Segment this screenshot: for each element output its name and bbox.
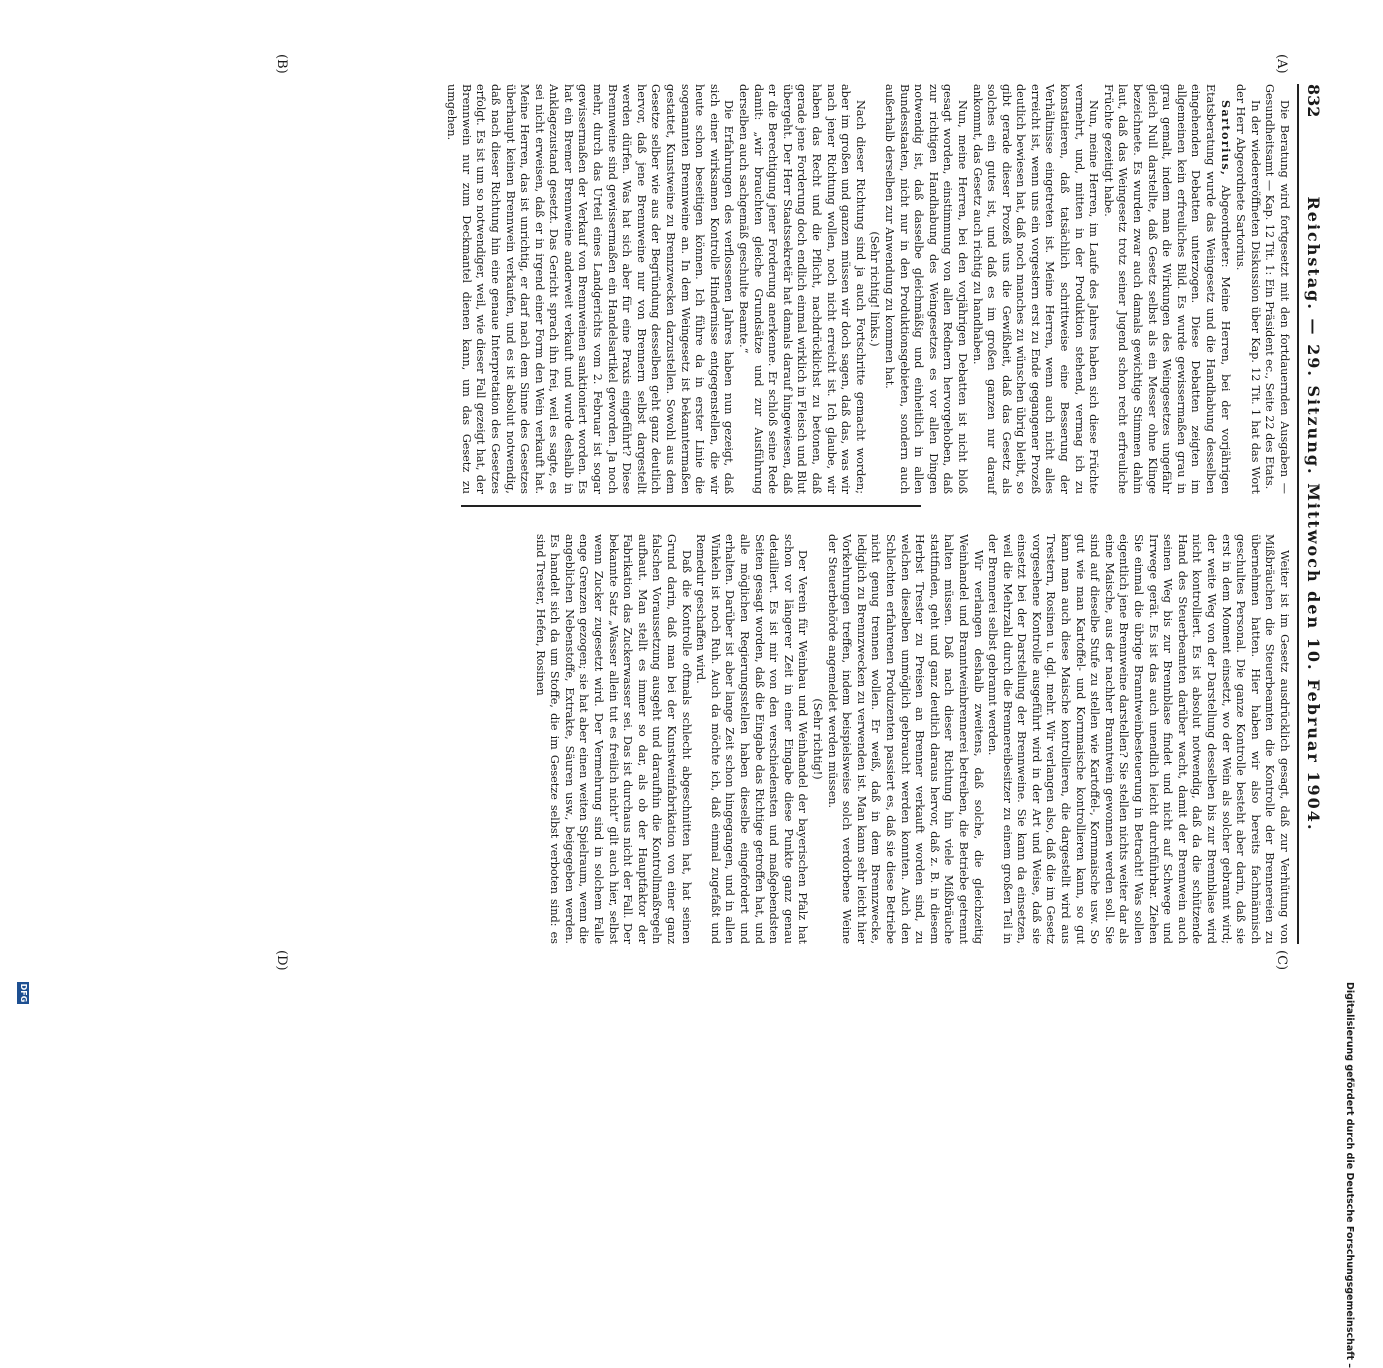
paragraph xyxy=(1262,84,1291,494)
paragraph xyxy=(985,534,1291,944)
margin-mark-a: (A) xyxy=(1274,54,1289,74)
credit-text: Digitalisierung gefördert durch die Deutsche Forschungsgemeinschaft – xyxy=(1344,982,1355,1368)
paragraph xyxy=(1233,84,1262,494)
paragraph xyxy=(809,534,824,944)
page-header xyxy=(1297,84,1325,944)
paragraph-text: Die Erfahrungen des verflossenen Jahres haben nun gezeigt, daß sich einer wirksamen Kontrolle Hindernisse entgegenstellen, die wir heute schon beseitigen können. Ich führe da in erster Linie die sogenannten Brennweine an. In dem Weingesetz ist bekanntermaßen gestattet, Kunstweine zu Brennzwecken darzustellen. Sowohl aus dem Gesetze selber wie aus der Begründung desselben geht ganz deutlich hervor, daß jene Brennweine nur von Brennern selbst dargestellt werden dürfen. Was hat sich aber für eine Praxis eingeführt? Diese Brennweine sind gewissermaßen ein Handelsartikel geworden. Ja noch mehr, durch das Urteil eines Landgerichts vom 2. Februar ist sogar gewissermaßen der Verkauf von Brennweinen sanktioniert worden. Es hat ein Bremer Brennweine anderweit verkauft und wurde deshalb in Anklagezustand gesetzt. Das Gericht sprach ihn frei, weil es sagte, es sei nicht erweisen, daß er in irgend einer Form den Wein verkauft hat. Meine Herren, das ist unrichtig, er darf nach dem Sinne des Gesetzes überhaupt keinen Brennwein verkaufen, und es ist absolut notwendig, daß nach dieser Richtung hin eine genaue Interpretation des Gesetzes erfolgt. Es ist um so notwendiger, weil, wie dieser Fall gezeigt hat, der Brennwein nur zum Deckmantel dienen kann, um das Gesetz zu umgehen. xyxy=(445,84,736,494)
paragraph xyxy=(881,84,969,494)
paragraph-text: Daß die Kontrolle oftmals schlecht abgeschnitten hat, hat seinen Grund darin, daß man bei der Kunstweinfabrikation von einer ganz falschen Voraussetzung ausgeht und daraufhin die Kontrollmaßregeln aufbaut. Man stellt es immer so dar, als ob der Hauptfaktor der Fabrikation das Zuckerwasser sei. Das ist durchaus nicht der Fall. Der bekannte Satz „Wasser allein tut es freilich nicht“ gilt auch hier, selbst wenn Zucker zugesetzt wird. Der Vermehrung sind in solchem Falle enge Grenzen gezogen; sie hat aber einen weiten Spielraum, wenn die angeblichen Nebenstoffe, Extrakte, Säuren usw., beigegeben werden. Es handelt sich da um Stoffe, die im Gesetze selbst verboten sind: es sind Trester, Hefen, Rosinen xyxy=(533,534,693,944)
paragraph xyxy=(1100,84,1232,494)
paragraph xyxy=(693,534,810,944)
paragraph-text: Wir verlangen deshalb zweitens, daß solche, die gleichzeitig Weinhandel und Branntweinbrennerei betreiben, die Betriebe getrennt halten müssen. Daß nach dieser Richtung hin viele Mißbräuche stattfinden, geht und ganz deutlich daraus hervor, daß z. B. in diesem Herbst Trester zu Preisen an Brenner verkauft worden sind, zu welchen dieselben unmöglich gebraucht werden konnten. Auch den Schlechten erfahrenen Produzenten passiert es, daß sie diese Betriebe nicht genug trennen wollen. Er weiß, daß in dem Brennzwecke, lediglich zu Brennzwecken zu verwenden ist. Man kann sehr leicht hier Vorkehrungen treffen, indem beispielsweise solch verdorbene Weine der Steuerbehörde angemeldet werden müssen. xyxy=(825,534,985,944)
margin-mark-d: (D) xyxy=(274,950,289,971)
paragraph xyxy=(735,84,866,494)
paragraph xyxy=(532,534,693,944)
paragraph xyxy=(867,84,882,494)
paragraph xyxy=(969,84,1100,494)
column-divider xyxy=(461,505,921,507)
paragraph xyxy=(444,84,736,494)
margin-mark-b: (B) xyxy=(274,54,289,74)
margin-mark-c: (C) xyxy=(1274,950,1289,971)
dfg-logo: DFG xyxy=(19,983,28,1003)
left-text-column xyxy=(444,84,1291,494)
paragraph-text: Abgeordneter: Meine Herren, bei der vorjährigen Etatsberatung wurde das Weingesetz und die Handhabung desselben eingehenden Debatten unterzogen. Diese Debatten zeigten im allgemeinen kein erfreuliches Bild. Es wurde gewissermaßen grau in grau gemalt, indem man die Wirkungen des Weingesetzes ungefähr gleich Null darstellte, daß Gesetz selbst als ein Messer ohne Klinge bezeichnete. Es wurden zwar auch damals gewichtige Stimmen dahin laut, daß das Weingesetz trotz seiner Jugend schon recht erfreuliche Früchte gezeitigt habe. xyxy=(1101,84,1232,494)
paragraph-text: (Sehr richtig! links.) xyxy=(868,231,882,347)
paragraph-text: Nach dieser Richtung sind ja auch Fortschritte gemacht worden; aber im großen und ganzen müssen wir doch sagen, daß das, was wir nach jener Richtung wollen, noch nicht erreicht ist. Ich glaube, wir haben das Recht und die Pflicht, nachdrücklichst zu betonen, daß gerade jene Forderung doch endlich einmal wirklich in Fleisch und Blut übergeht. Der Herr Staatssekretär hat damals darauf hingewiesen, daß er die Berechtigung jener Forderung anerkenne. Er schloß seine Rede damit: „wir brauchten gleiche Grundsätze und zur Ausführung derselben auch sachgemäß geschulte Beamte.“ xyxy=(737,84,867,494)
page-number: 832 xyxy=(1304,84,1323,118)
paragraph-text: Der Verein für Weinbau und Weinhandel der bayerischen Pfalz hat schon vor längerer Zeit in einer Eingabe diese Punkte ganz genau detailliert. Es ist mir von den verschiedensten und maßgebendsten Seiten gesagt worden, daß die Eingabe das Richtige getroffen hat, und alle möglichen Regierungsstellen haben dieselbe eingefordert und erhalten. Darüber ist aber lange Zeit schon hingegangen, und in allen Winkeln ist noch Ruh. Auch da möchte ich, daß einmal zugefaßt und Remedur geschaffen wird. xyxy=(694,534,810,944)
paragraph-text: Nun, meine Herren, bei den vorjährigen Debatten ist nicht bloß gesagt worden, einstimmung von allen Rednern hervorgehoben, daß zur richtigen Handhabung des Weingesetzes es vor allen Dingen notwendig ist, daß dasselbe gleichmäßig und einheitlich in allen Bundesstaaten, nicht nur in den Produktionsgebieten, sondern auch außerhalb derselben zur Anwendung zu kommen hat. xyxy=(882,84,969,494)
paragraph-text: Nun, meine Herren, im Laufe des Jahres haben sich diese Früchte vermehrt, und, mitten in der Produktion stehend, vermag ich zu konstatieren, daß tatsächlich schrittweise eine Besserung der Verhältnisse eingetreten ist. Meine Herren, wenn auch nicht alles erreicht ist, wenn uns ein vorgestern erst zu Ende gegangener Prozeß deutlich bewiesen hat, daß noch manches zu wünschen übrig bleibt, so gibt gerade dieser Prozeß uns die Gewißheit, daß das Gesetz als solches ein gutes ist, und daß es im großen ganzen nur darauf ankommt, das Gesetz auch richtig zu handhaben. xyxy=(970,84,1101,494)
paragraph-text: Die Beratung wird fortgesetzt mit den fortdauernden Ausgaben — Gesundheitsamt — Kap. 12 Tit. 1: Ein Präsident ec., Seite 22 des Etats. xyxy=(1263,84,1291,494)
speaker-name: Sartorius, xyxy=(1218,100,1233,177)
page-title: Reichstag. — 29. Sitzung. Mittwoch den 10. Februar 1904. xyxy=(1304,196,1323,832)
right-text-column xyxy=(532,534,1291,944)
digitization-credit xyxy=(1344,982,1355,1368)
paragraph xyxy=(824,534,985,944)
paragraph-text: Weiter ist im Gesetz ausdrücklich gesagt, daß zur Verhütung von Mißbräuchen die Steuerbeamten die Kontrolle der Brennereien zu übernehmen hatten. Hier haben wir also bereits fachmännisch geschultes Personal. Die ganze Kontrolle besteht aber darin, daß sie erst in dem Moment einsetzt, wo der Wein als solcher gebrannt wird; der weite Weg von der Darstellung desselben bis zur Brennblase wird nicht kontrolliert. Es ist absolut notwendig, daß da die schützende Hand des Steuerbeamten darüber wacht, damit der Brennwein auch seinen Weg bis zur Brennblase findet und nicht auf Schwege und Irrwege gerät. Es ist das auch unendlich leicht durchführbar. Ziehen Sie einmal die übrige Branntweinbesteuerung in Betracht! Was sollen eigentlich jene Brennweine darstellen? Sie stellen nichts weiter dar als eine Maische, aus der nachher Branntwein gewonnen werden soll. Sie sind auf dieselbe Stufe zu stellen wie Kartoffel-, Kornmaische usw. So gut wie man Kartoffel- und Kornmaische kontrollieren kann, so gut kann man auch diese Maische kontrollieren, die dargestellt wird aus Trestern, Rosinen u. dgl. mehr. Wir verlangen also, daß die im Gesetz vorgesehene Kontrolle ausgeführt wird in der Art und Weise, daß sie einsetzt bei der Darstellung der Brennweine. Sie kann da einsetzen, weil die Mehrzahl durch die Brennereibesitzer zu einem großen Teil in der Brennerei selbst gebrannt werden. xyxy=(986,534,1291,944)
paragraph-text: (Sehr richtig!) xyxy=(811,698,824,780)
paragraph-text: In der wiedereröffneten Diskussion über Kap. 12 Tit. 1 hat das Wort der Herr Abgeordnete Sartorius. xyxy=(1234,84,1262,494)
